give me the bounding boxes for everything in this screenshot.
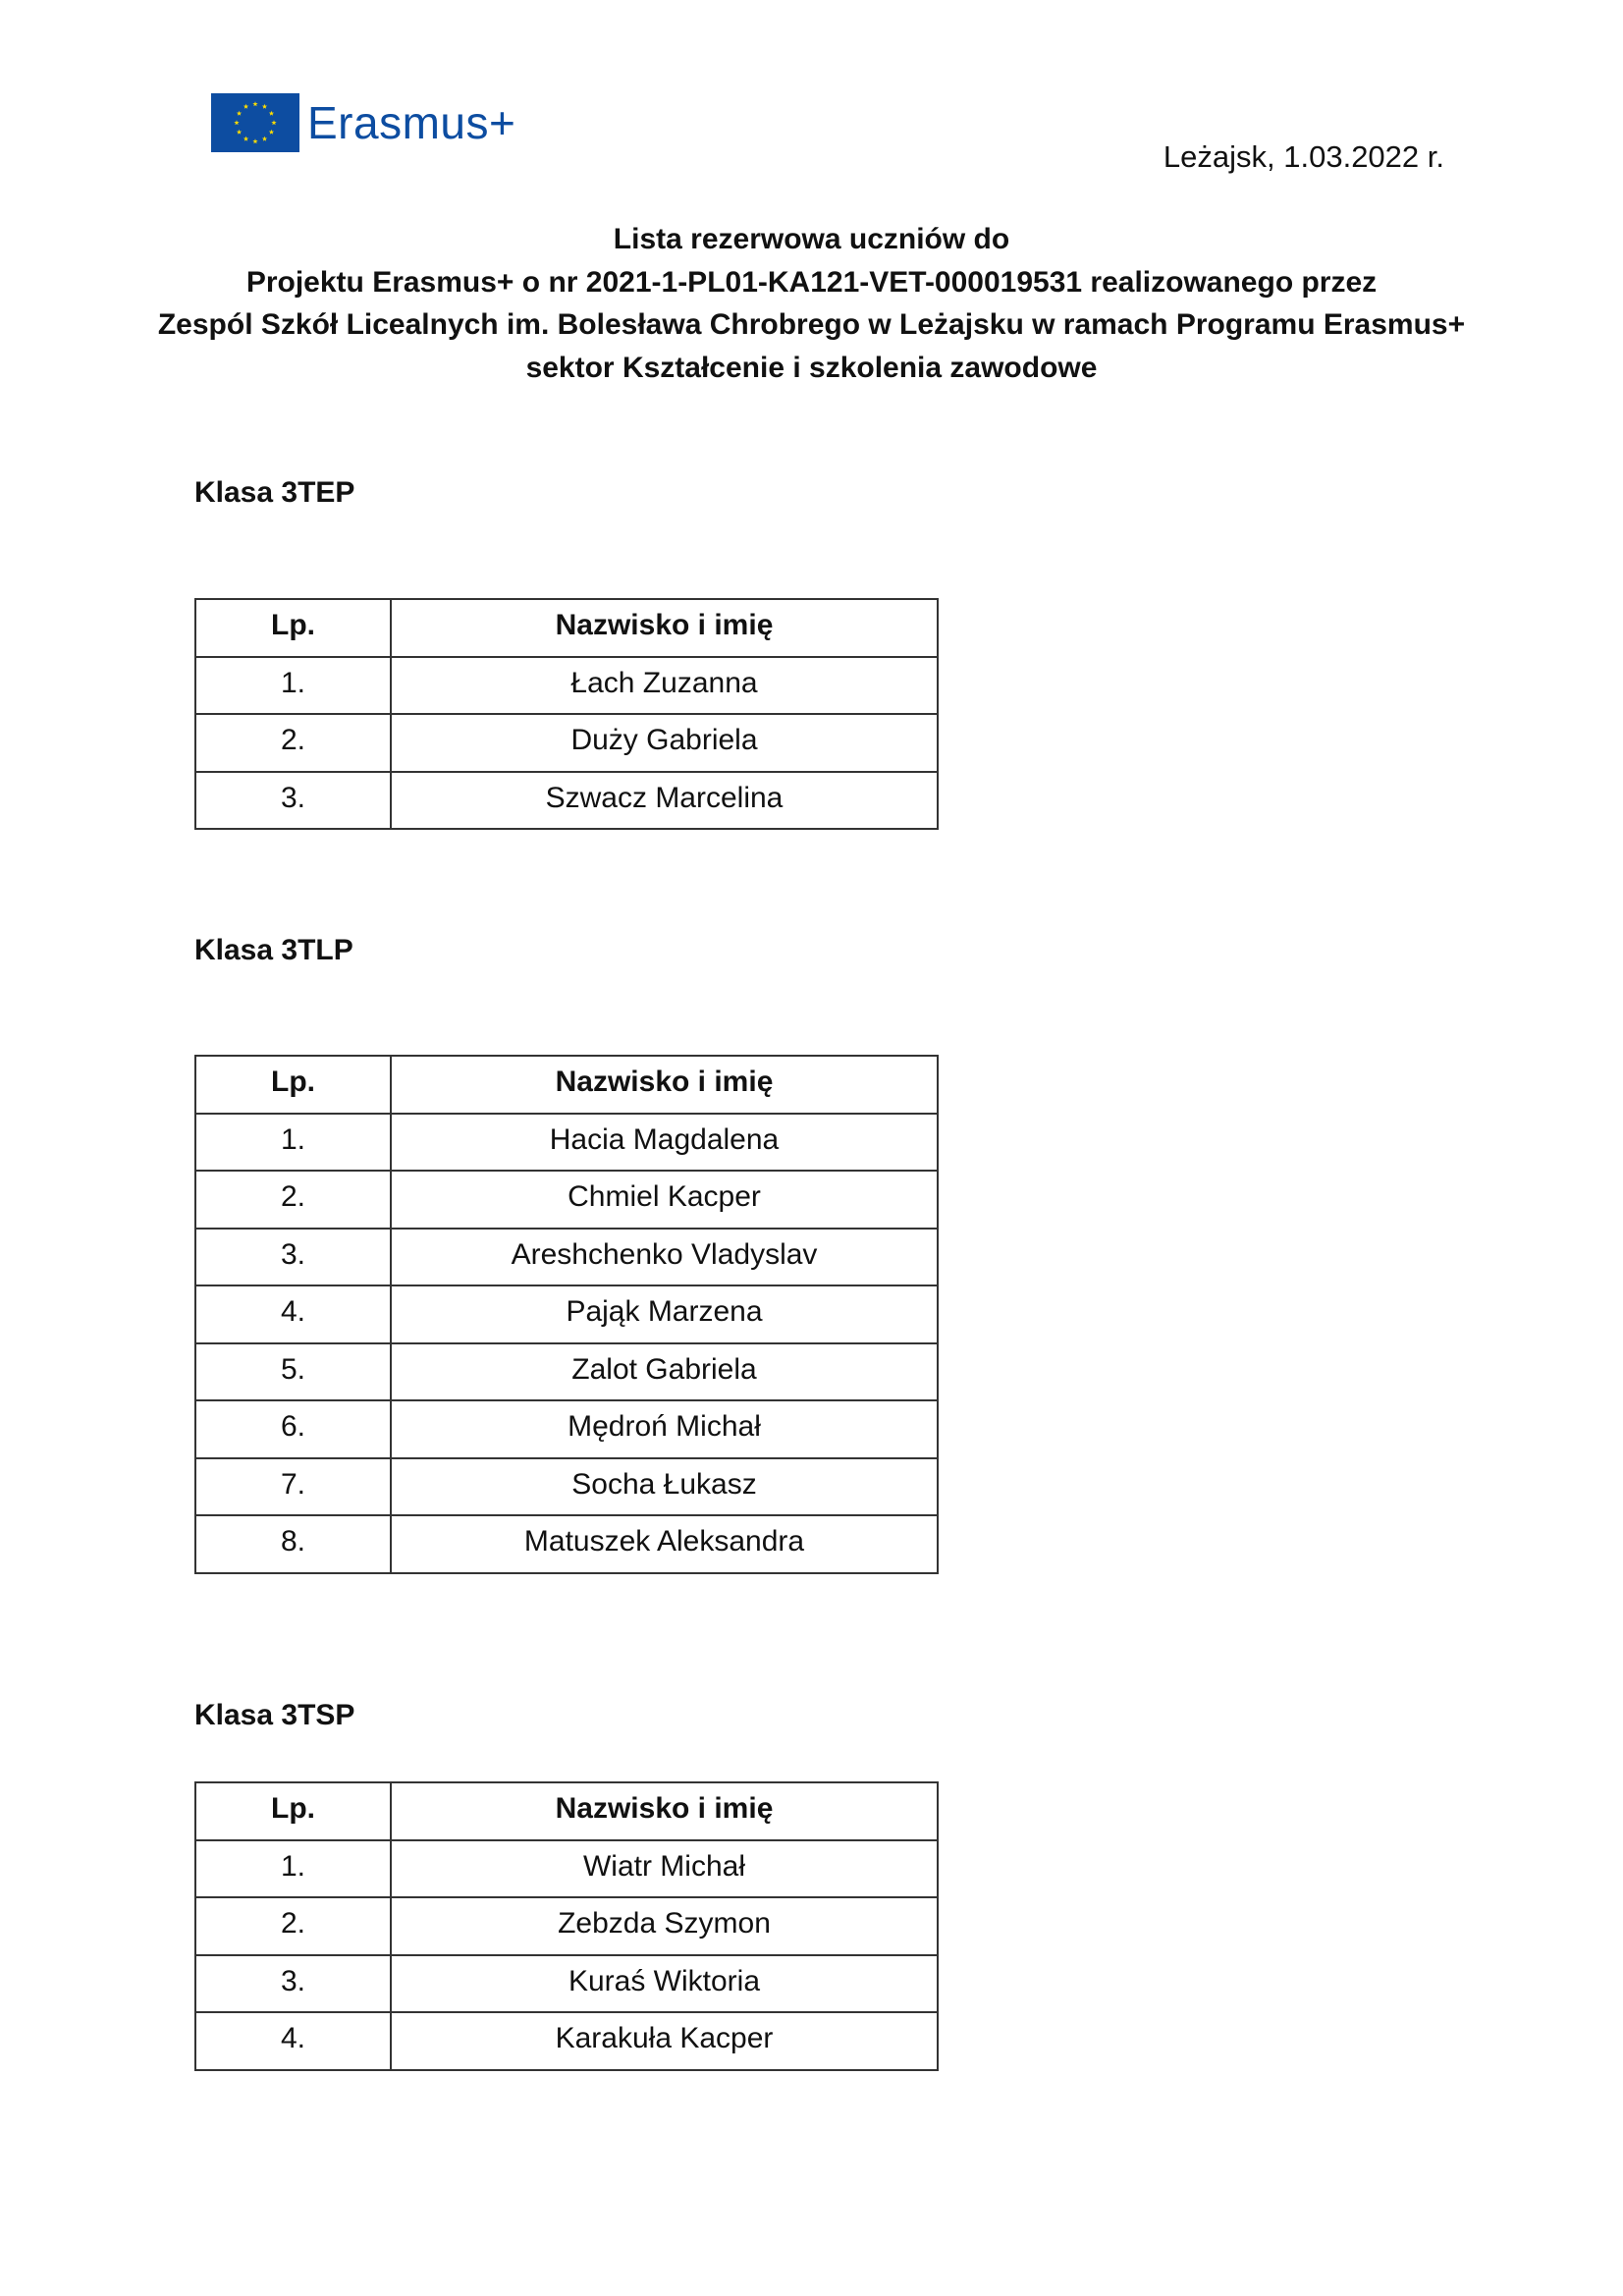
section-heading-3tep: Klasa 3TEP bbox=[194, 476, 355, 509]
title-line: Zespól Szkół Licealnych im. Bolesława Chrobrego w Leżajsku w ramach Programu Erasmus+ bbox=[157, 308, 1466, 341]
cell-lp: 1. bbox=[195, 1840, 391, 1898]
table-row bbox=[195, 1458, 938, 1516]
cell-name: Socha Łukasz bbox=[391, 1458, 938, 1516]
header-name: Nazwisko i imię bbox=[391, 1056, 938, 1114]
table-row bbox=[195, 772, 938, 830]
cell-name: Zalot Gabriela bbox=[391, 1343, 938, 1401]
header-lp: Lp. bbox=[195, 1056, 391, 1114]
cell-name: Zebzda Szymon bbox=[391, 1897, 938, 1955]
table-row bbox=[195, 1840, 938, 1898]
eu-star-icon bbox=[243, 137, 248, 141]
header-name: Nazwisko i imię bbox=[391, 599, 938, 657]
table-row bbox=[195, 1400, 938, 1458]
eu-star-icon bbox=[252, 101, 257, 106]
cell-lp: 2. bbox=[195, 714, 391, 772]
table-row bbox=[195, 1343, 938, 1401]
table-3tsp bbox=[194, 1781, 939, 2071]
eu-star-icon bbox=[252, 138, 257, 143]
cell-name: Hacia Magdalena bbox=[391, 1114, 938, 1172]
cell-lp: 4. bbox=[195, 2012, 391, 2070]
cell-lp: 4. bbox=[195, 1285, 391, 1343]
table-row bbox=[195, 657, 938, 715]
cell-name: Chmiel Kacper bbox=[391, 1171, 938, 1229]
header-lp: Lp. bbox=[195, 599, 391, 657]
document-title bbox=[157, 218, 1466, 389]
eu-star-icon bbox=[269, 130, 274, 135]
cell-lp: 3. bbox=[195, 772, 391, 830]
table-header-row bbox=[195, 1056, 938, 1114]
eu-star-icon bbox=[243, 104, 248, 109]
title-line: Projektu Erasmus+ o nr 2021-1-PL01-KA121-VET-000019531 realizowanego przez bbox=[245, 265, 1378, 299]
cell-name: Mędroń Michał bbox=[391, 1400, 938, 1458]
title-line: Lista rezerwowa uczniów do bbox=[613, 223, 1010, 255]
section-heading-3tlp: Klasa 3TLP bbox=[194, 934, 353, 966]
document-date: Leżajsk, 1.03.2022 r. bbox=[1163, 139, 1444, 174]
eu-star-icon bbox=[234, 120, 239, 125]
cell-lp: 6. bbox=[195, 1400, 391, 1458]
cell-name: Wiatr Michał bbox=[391, 1840, 938, 1898]
cell-lp: 7. bbox=[195, 1458, 391, 1516]
cell-lp: 1. bbox=[195, 1114, 391, 1172]
table-header-row bbox=[195, 599, 938, 657]
cell-lp: 2. bbox=[195, 1897, 391, 1955]
cell-lp: 8. bbox=[195, 1515, 391, 1573]
section-heading-3tsp: Klasa 3TSP bbox=[194, 1699, 355, 1731]
cell-name: Duży Gabriela bbox=[391, 714, 938, 772]
cell-name: Matuszek Aleksandra bbox=[391, 1515, 938, 1573]
eu-star-icon bbox=[271, 120, 276, 125]
cell-name: Łach Zuzanna bbox=[391, 657, 938, 715]
table-3tlp bbox=[194, 1055, 939, 1574]
table-3tep bbox=[194, 598, 939, 830]
eu-star-icon bbox=[237, 130, 242, 135]
cell-name: Pająk Marzena bbox=[391, 1285, 938, 1343]
eu-star-icon bbox=[262, 104, 267, 109]
table-row bbox=[195, 1114, 938, 1172]
eu-star-icon bbox=[269, 111, 274, 116]
cell-lp: 3. bbox=[195, 1229, 391, 1286]
cell-lp: 2. bbox=[195, 1171, 391, 1229]
table-row bbox=[195, 1515, 938, 1573]
table-row bbox=[195, 1285, 938, 1343]
table-row bbox=[195, 1955, 938, 2013]
table-header-row bbox=[195, 1782, 938, 1840]
table-row bbox=[195, 1171, 938, 1229]
cell-name: Kuraś Wiktoria bbox=[391, 1955, 938, 2013]
header-lp: Lp. bbox=[195, 1782, 391, 1840]
cell-name: Karakuła Kacper bbox=[391, 2012, 938, 2070]
cell-name: Szwacz Marcelina bbox=[391, 772, 938, 830]
table-row bbox=[195, 714, 938, 772]
title-line: sektor Kształcenie i szkolenia zawodowe bbox=[525, 351, 1098, 384]
eu-star-icon bbox=[237, 111, 242, 116]
eu-flag-icon bbox=[211, 93, 299, 152]
header-name: Nazwisko i imię bbox=[391, 1782, 938, 1840]
table-row bbox=[195, 1229, 938, 1286]
cell-lp: 1. bbox=[195, 657, 391, 715]
eu-star-icon bbox=[262, 137, 267, 141]
cell-lp: 5. bbox=[195, 1343, 391, 1401]
table-row bbox=[195, 2012, 938, 2070]
cell-lp: 3. bbox=[195, 1955, 391, 2013]
logo-wordmark: Erasmus+ bbox=[307, 97, 516, 148]
cell-name: Areshchenko Vladyslav bbox=[391, 1229, 938, 1286]
table-row bbox=[195, 1897, 938, 1955]
erasmus-logo bbox=[211, 93, 516, 154]
